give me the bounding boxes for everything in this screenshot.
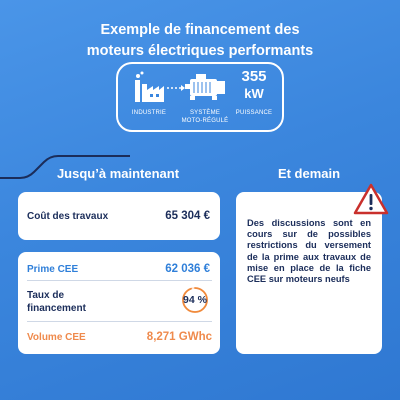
factory-icon (132, 70, 166, 104)
volume-label: Volume CEE (27, 332, 86, 343)
prime-value: 62 036 € (165, 263, 210, 275)
page-title (0, 20, 400, 62)
industrie-label: INDUSTRIE (131, 110, 167, 116)
demain-text: Des discussions sont en cours sur de possibles restrictions du versement de la prime aux travaux de mise en place de la fiche CEE sur moteurs neufs (247, 218, 371, 285)
title-line-2: moteurs électriques performants (86, 43, 314, 59)
taux-value: 94 % (183, 294, 207, 306)
cout-value: 65 304 € (165, 210, 210, 222)
right-section-heading: Et demain (277, 166, 341, 181)
warning-icon (352, 182, 390, 216)
puissance-label: PUISSANCE (235, 110, 273, 116)
title-line-1: Exemple de financement des (100, 22, 300, 38)
divider-1 (27, 280, 212, 281)
power-value: 355 (241, 68, 267, 85)
cout-label: Coût des travaux (27, 211, 109, 222)
left-section-heading: Jusqu’à maintenant (56, 166, 180, 181)
taux-label-line-2: financement (27, 303, 86, 314)
prime-label: Prime CEE (27, 264, 79, 275)
taux-label-line-1: Taux de (27, 290, 65, 301)
volume-value: 8,271 GWhc (146, 331, 212, 343)
power-unit: kW (244, 86, 264, 101)
systeme-label (178, 109, 232, 125)
electric-motor-icon (183, 71, 229, 103)
systeme-label-line-1: SYSTÈME (189, 110, 221, 116)
systeme-label-line-2: MOTO-RÉGULÉ (181, 118, 229, 124)
taux-label (27, 289, 86, 315)
divider-2 (27, 321, 212, 322)
